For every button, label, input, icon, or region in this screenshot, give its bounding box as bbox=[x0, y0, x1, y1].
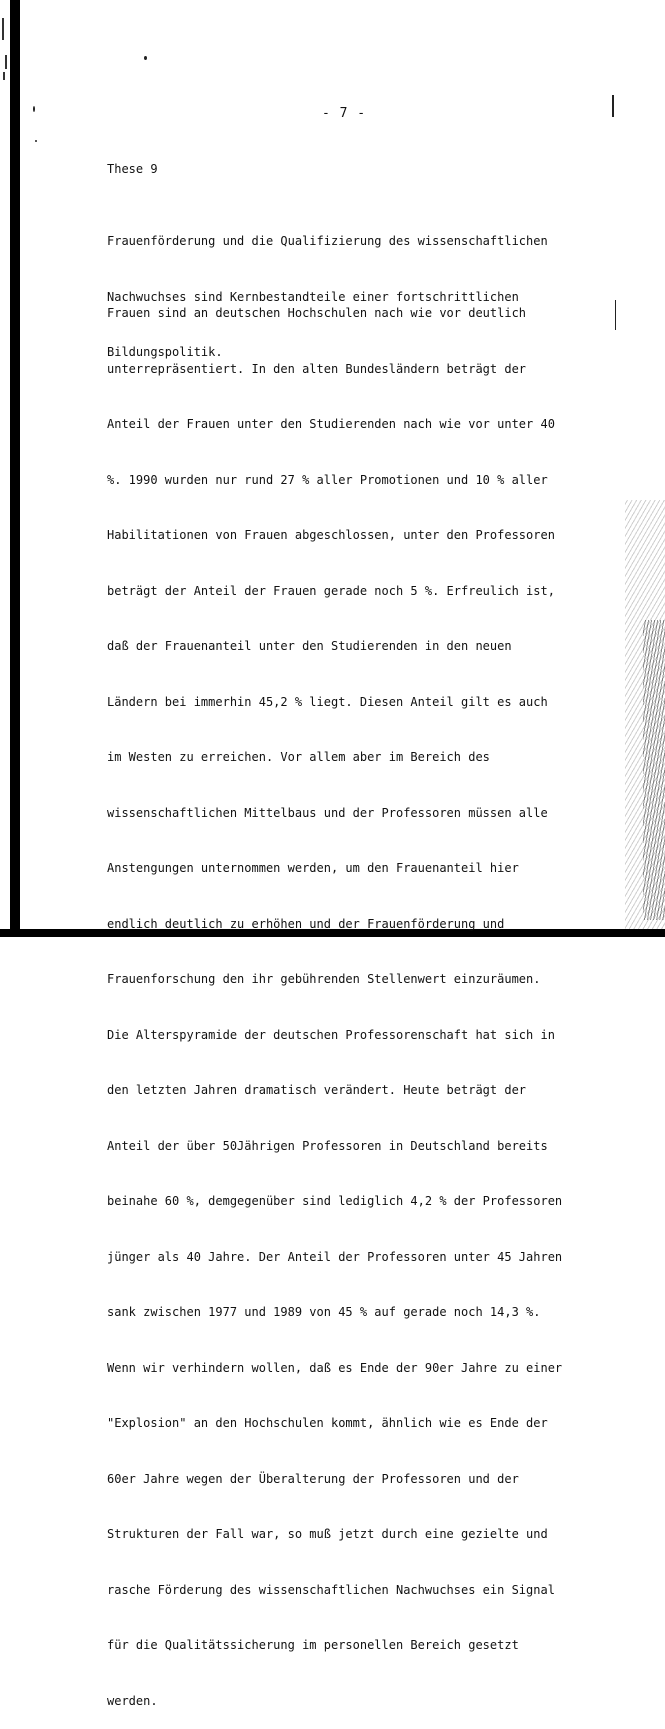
scan-speck bbox=[612, 95, 614, 117]
body-line: %. 1990 wurden nur rund 27 % aller Promotionen und 10 % aller bbox=[107, 472, 548, 487]
body-line: Strukturen der Fall war, so muß jetzt durch eine gezielte und bbox=[107, 1527, 548, 1541]
body-line: Wenn wir verhindern wollen, daß es Ende der 90er Jahre zu einer bbox=[107, 1360, 563, 1375]
body-line: Habilitationen von Frauen abgeschlossen, unter den Professoren bbox=[107, 528, 555, 542]
thesis-line: Frauenförderung und die Qualifizierung des wissenschaftlichen bbox=[107, 234, 548, 248]
thesis-heading: These 9 bbox=[107, 162, 158, 176]
body-line: daß der Frauenanteil unter den Studierenden in den neuen bbox=[107, 639, 512, 653]
thesis-line: Bildungspolitik. bbox=[107, 345, 223, 359]
body-line: Frauenforschung den ihr gebührenden Stellenwert einzuräumen. bbox=[107, 972, 541, 986]
body-line: werden. bbox=[107, 1693, 158, 1708]
body-line: jünger als 40 Jahre. Der Anteil der Professoren unter 45 Jahren bbox=[107, 1249, 563, 1264]
body-line: Anstengungen unternommen werden, um den Frauenanteil hier bbox=[107, 861, 519, 875]
scan-edge-marks bbox=[0, 0, 10, 90]
body-line: unterrepräsentiert. In den alten Bundesländern beträgt der bbox=[107, 361, 527, 376]
body-line: 60er Jahre wegen der Überalterung der Professoren und der bbox=[107, 1471, 519, 1486]
body-line: Die Alterspyramide der deutschen Professorenschaft hat sich in bbox=[107, 1027, 555, 1042]
body-line: Anteil der über 50Jährigen Professoren in Deutschland bereits bbox=[107, 1138, 548, 1153]
body-line: Frauen sind an deutschen Hochschulen nach wie vor deutlich bbox=[107, 306, 527, 320]
body-line: rasche Förderung des wissenschaftlichen Nachwuchses ein Signal bbox=[107, 1582, 555, 1597]
scan-speck bbox=[144, 56, 147, 60]
body-line: sank zwischen 1977 und 1989 von 45 % auf gerade noch 14,3 %. bbox=[107, 1305, 541, 1319]
scan-noise-right-dense bbox=[643, 620, 665, 920]
body-line: beinahe 60 %, demgegenüber sind lediglich 4,2 % der Professoren bbox=[107, 1194, 563, 1208]
body-line: endlich deutlich zu erhöhen und der Frauenförderung und bbox=[107, 916, 505, 931]
scan-left-border bbox=[10, 0, 20, 937]
thesis-line: Nachwuchses sind Kernbestandteile einer fortschrittlichen bbox=[107, 289, 519, 304]
body-line: für die Qualitätssicherung im personellen Bereich gesetzt bbox=[107, 1638, 519, 1652]
body-line: im Westen zu erreichen. Vor allem aber im Bereich des bbox=[107, 750, 490, 764]
body-line: Anteil der Frauen unter den Studierenden nach wie vor unter 40 bbox=[107, 417, 555, 431]
scan-speck bbox=[615, 300, 616, 330]
scan-speck bbox=[35, 140, 37, 142]
body-line: Ländern bei immerhin 45,2 % liegt. Diesen Anteil gilt es auch bbox=[107, 694, 548, 709]
body-line: beträgt der Anteil der Frauen gerade noch 5 %. Erfreulich ist, bbox=[107, 583, 555, 598]
body-line: wissenschaftlichen Mittelbaus und der Professoren müssen alle bbox=[107, 805, 548, 820]
body-line: "Explosion" an den Hochschulen kommt, ähnlich wie es Ende der bbox=[107, 1416, 548, 1430]
scan-speck bbox=[33, 106, 35, 112]
body-line: den letzten Jahren dramatisch verändert. Heute beträgt der bbox=[107, 1083, 527, 1097]
page-number: - 7 - bbox=[322, 106, 367, 121]
body-paragraph bbox=[107, 267, 597, 1729]
